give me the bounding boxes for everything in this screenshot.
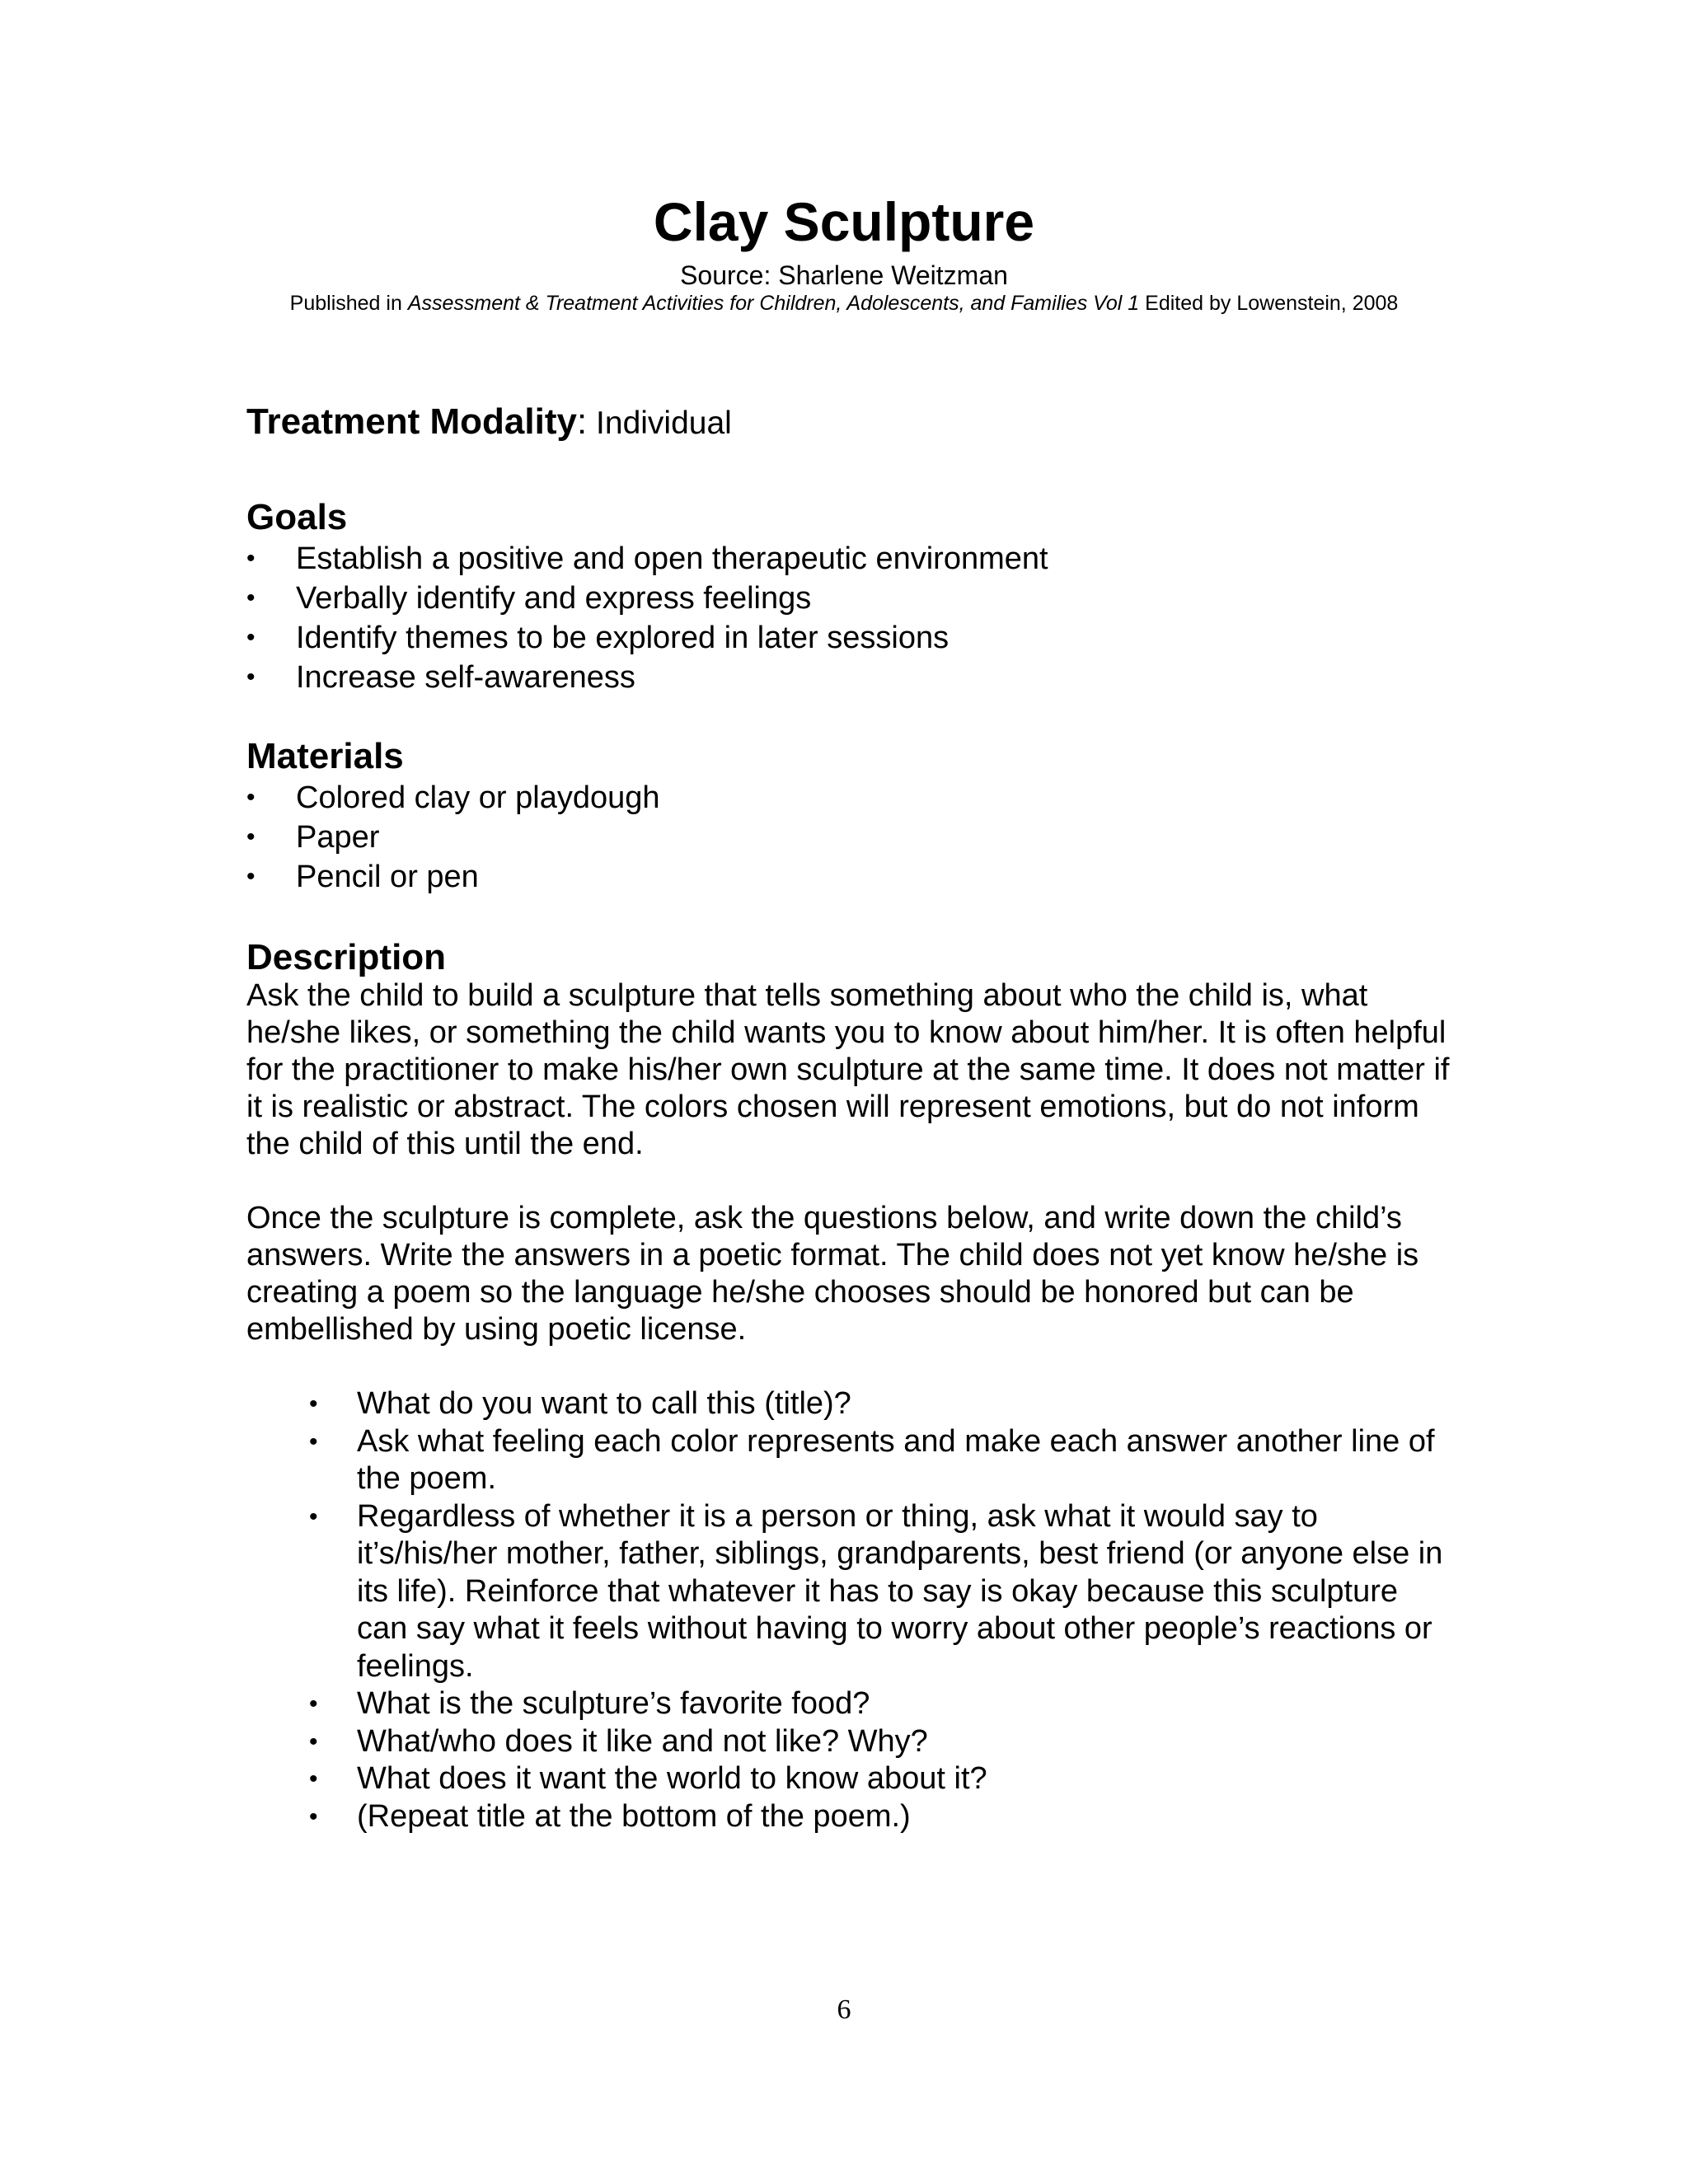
page-number: 6 (837, 1994, 851, 2025)
bullet-icon: • (309, 1727, 318, 1755)
list-item (246, 1798, 1450, 1836)
page-title: Clay Sculpture (653, 191, 1035, 252)
description-heading: Description (246, 937, 447, 977)
goals-heading: Goals (246, 497, 348, 537)
goal-text: Identify themes to be explored in later sessions (296, 621, 950, 655)
goal-text: Increase self-awareness (296, 660, 635, 695)
published-suffix: Edited by Lowenstein, 2008 (1139, 292, 1399, 315)
question-text: What does it want the world to know about it? (357, 1761, 987, 1796)
question-text: Ask what feeling each color represents and make each answer another line of the poem. (357, 1423, 1435, 1496)
list-item (246, 658, 1450, 697)
modality-value: Individual (587, 405, 732, 441)
bullet-icon: • (309, 1427, 318, 1455)
list-item (246, 778, 1450, 818)
list-item (246, 1760, 1450, 1798)
list-item (246, 1385, 1450, 1423)
bullet-icon: • (246, 584, 256, 612)
bullet-icon: • (309, 1690, 318, 1718)
question-text: What do you want to call this (title)? (357, 1386, 851, 1421)
list-item (246, 579, 1450, 618)
bullet-icon: • (309, 1765, 318, 1793)
treatment-modality (246, 401, 1450, 452)
question-text: What is the sculpture’s favorite food? (357, 1686, 870, 1721)
list-item (246, 618, 1450, 658)
list-item (246, 857, 1450, 897)
bullet-icon: • (246, 784, 256, 811)
list-item (246, 1498, 1450, 1686)
bullet-icon: • (246, 823, 256, 851)
goals-list (246, 539, 1450, 697)
list-item (246, 539, 1450, 579)
description-paragraph: Once the sculpture is complete, ask the questions below, and write down the child’s answers. Write the answers in a poetic format. The child does not yet know he/she is creating a poem so the language he/she chooses should be honored but can be embellished by using poetic license. (246, 1201, 1419, 1347)
material-text: Colored clay or playdough (296, 780, 660, 815)
bullet-icon: • (309, 1802, 318, 1830)
main-content (246, 401, 1450, 1835)
list-item (246, 1723, 1450, 1761)
question-text: What/who does it like and not like? Why? (357, 1723, 928, 1759)
goal-text: Establish a positive and open therapeutic environment (296, 541, 1048, 576)
question-text: (Repeat title at the bottom of the poem.) (357, 1798, 911, 1834)
bullet-icon: • (309, 1390, 318, 1418)
description-paragraph: Ask the child to build a sculpture that tells something about who the child is, what he/she likes, or something the child wants you to know about him/her. It is often helpful for the practitioner to make his/her own sculpture at the same time. It does not matter if it is realistic or abstract. The colors chosen will represent emotions, but do not inform the child of this until the end. (246, 978, 1450, 1161)
source-line: Source: Sharlene Weitzman (680, 260, 1008, 290)
bullet-icon: • (309, 1502, 318, 1530)
material-text: Pencil or pen (296, 860, 479, 894)
published-book-title: Assessment & Treatment Activities for Children, Adolescents, and Families Vol 1 (407, 292, 1140, 315)
goal-text: Verbally identify and express feelings (296, 581, 812, 616)
material-text: Paper (296, 820, 380, 855)
bullet-icon: • (246, 545, 256, 572)
question-text: Regardless of whether it is a person or thing, ask what it would say to it’s/his/her mother, father, siblings, grandparents, best friend (or anyone else in its life). Reinforce that whatever it has to say is okay because this sculpture can say what it feels without having to worry about other people’s reactions or feelings. (357, 1498, 1443, 1684)
list-item (246, 1423, 1450, 1498)
bullet-icon: • (246, 624, 256, 651)
list-item (246, 818, 1450, 857)
bullet-icon: • (246, 863, 256, 890)
materials-list (246, 778, 1450, 897)
list-item (246, 1685, 1450, 1723)
modality-separator: : (576, 401, 588, 442)
bullet-icon: • (246, 663, 256, 691)
published-prefix: Published in (289, 292, 408, 315)
questions-list (246, 1385, 1450, 1835)
published-line (0, 293, 1688, 314)
modality-label: Treatment Modality (246, 401, 577, 442)
materials-heading: Materials (246, 736, 404, 776)
